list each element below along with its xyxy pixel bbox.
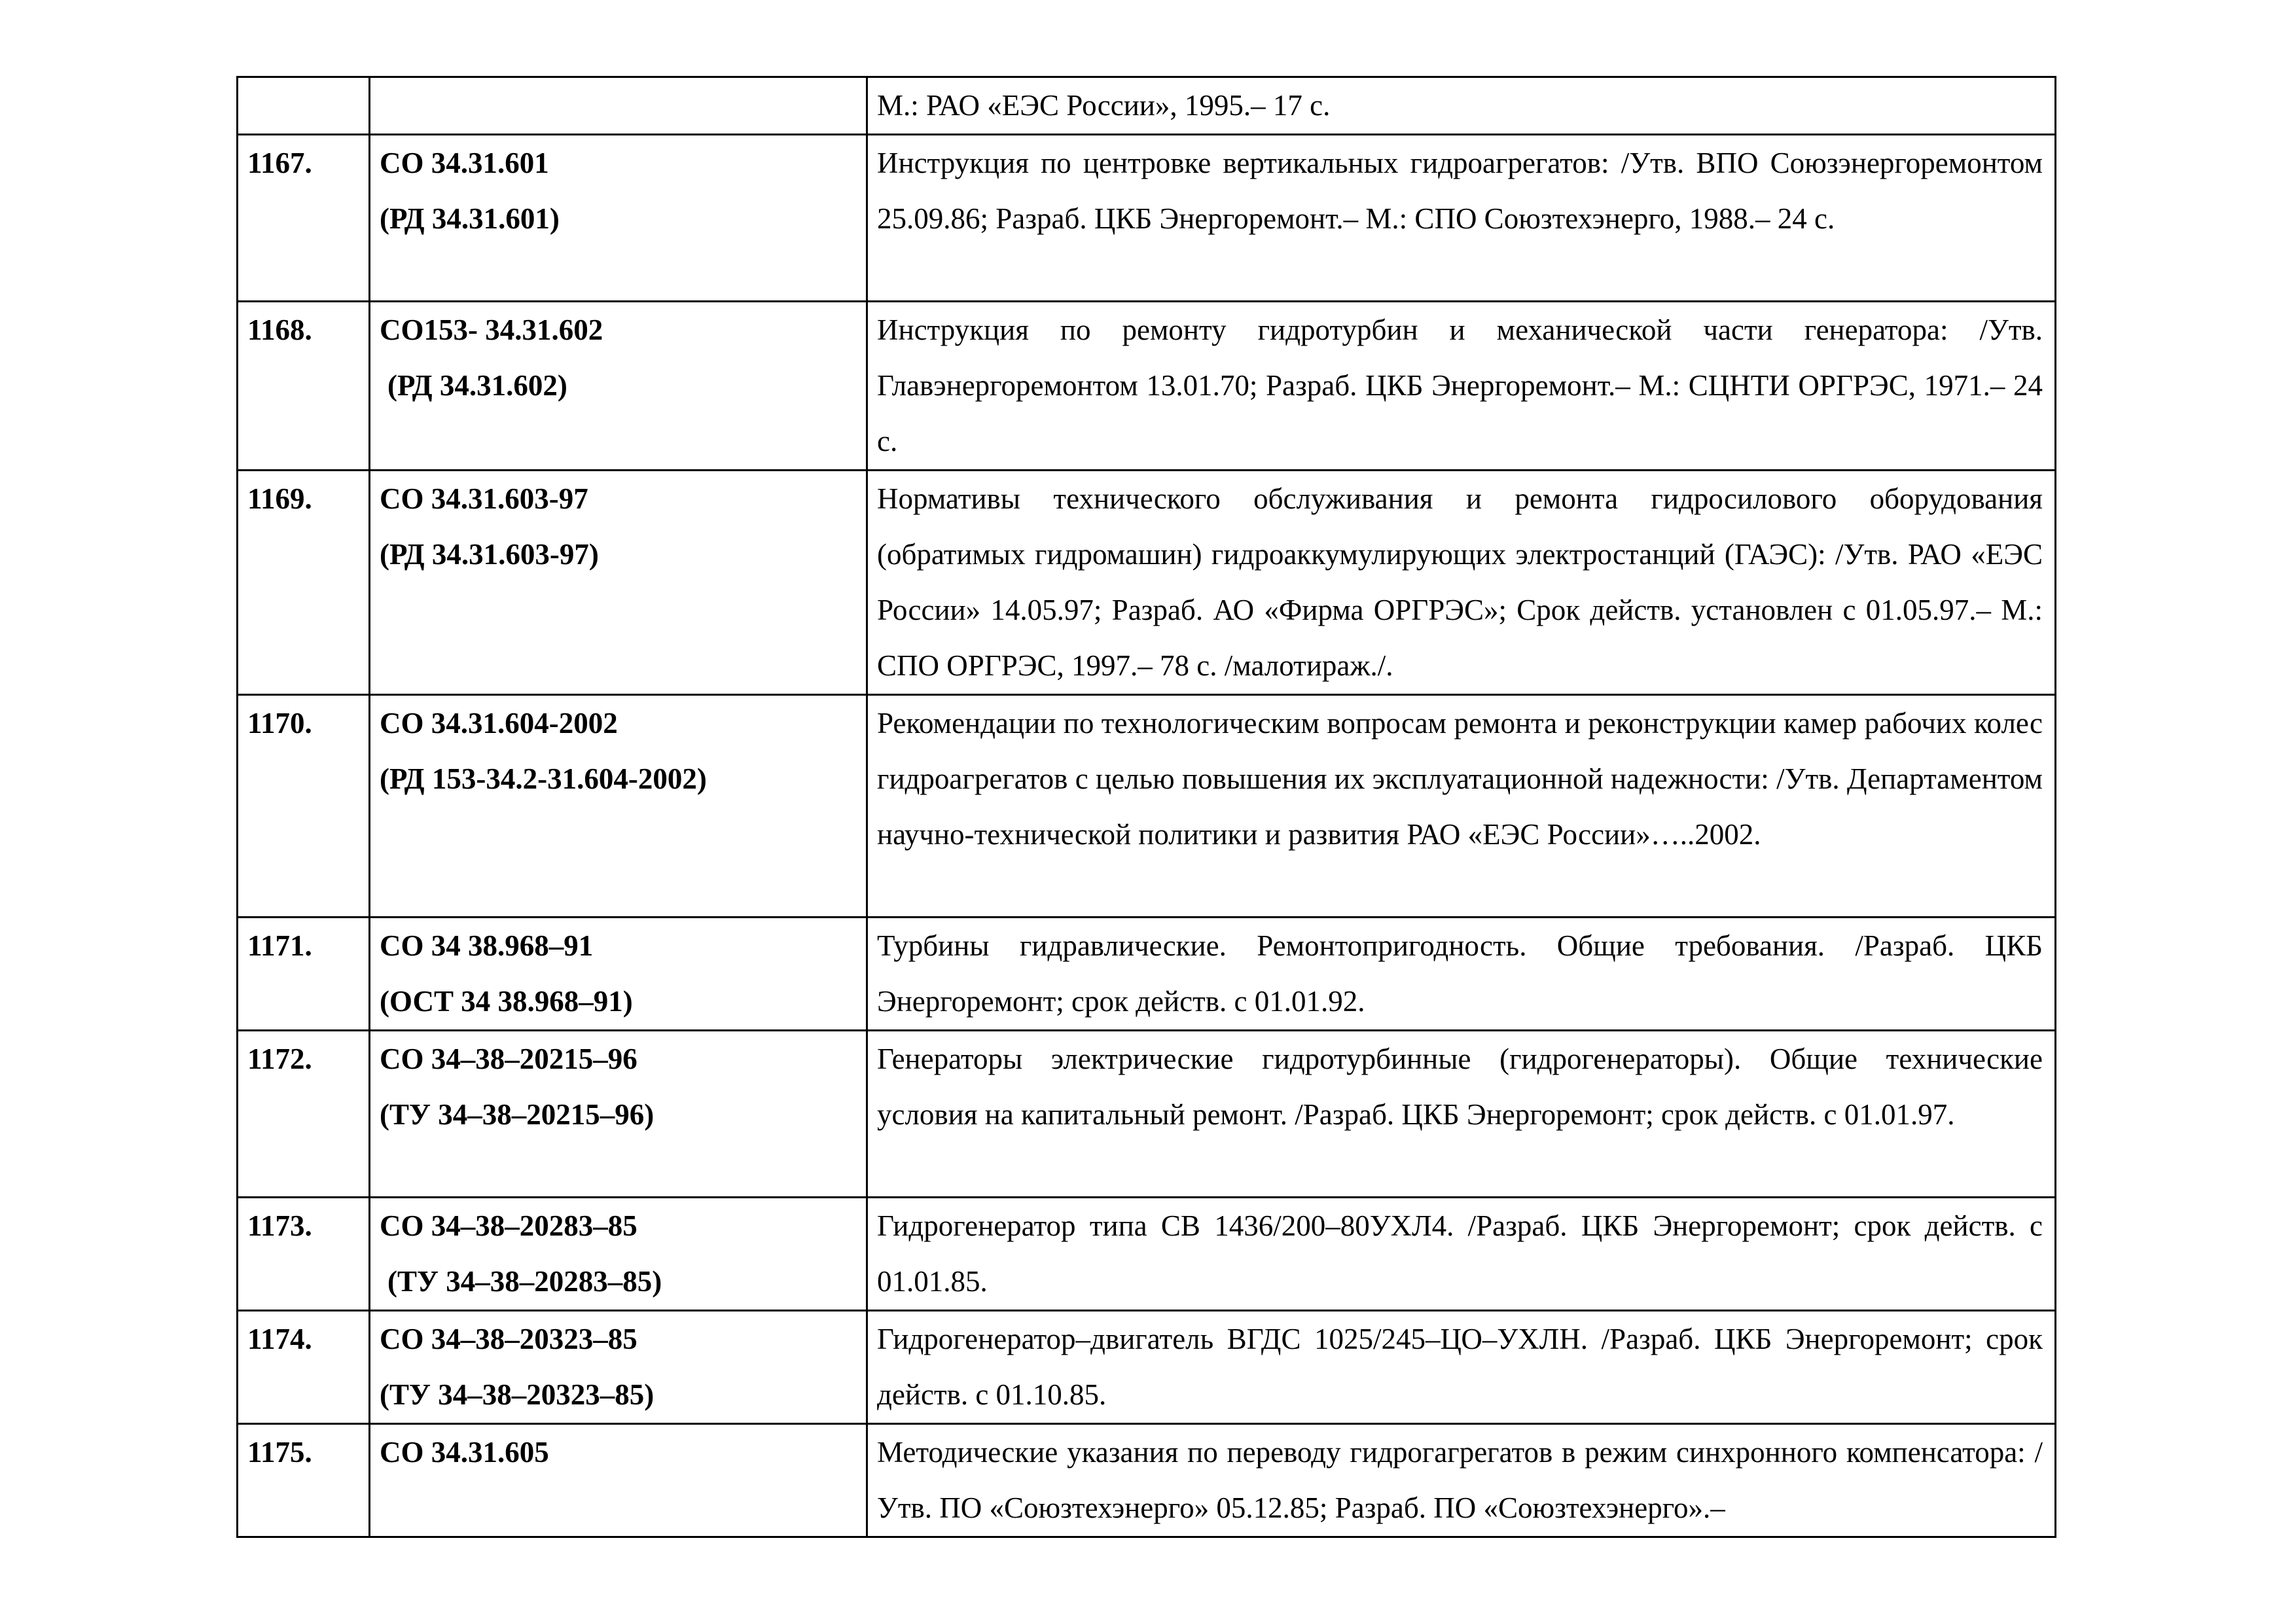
document-description: Гидрогенератор типа СВ 1436/200–80УХЛ4. /Разраб. ЦКБ Энергоремонт; срок действ. с 01.01.85. xyxy=(867,1198,2056,1311)
table-row xyxy=(238,302,2056,471)
document-description: Рекомендации по технологическим вопросам ремонта и реконструкции камер рабочих колес гидроагрегатов с целью повышения их эксплуатационной надежности: /Утв. Департаментом научно-технической политики и развития РАО «ЕЭС России»…..2002. xyxy=(867,695,2056,918)
entry-number: 1168. xyxy=(238,302,370,471)
document-code-former: (РД 34.31.601) xyxy=(380,202,560,235)
entry-number: 1171. xyxy=(238,918,370,1031)
table-row xyxy=(238,135,2056,302)
document-code xyxy=(370,695,867,918)
document-code xyxy=(370,1031,867,1198)
table-row xyxy=(238,1424,2056,1537)
table-row xyxy=(238,695,2056,918)
document-code-current: СО 34 38.968–91 xyxy=(380,929,594,962)
entry-number xyxy=(238,77,370,135)
document-code-current: СО153- 34.31.602 xyxy=(380,313,603,346)
table-row xyxy=(238,1031,2056,1198)
document-description: Гидрогенератор–двигатель ВГДС 1025/245–ЦО–УХЛН. /Разраб. ЦКБ Энергоремонт; срок действ. с 01.10.85. xyxy=(867,1311,2056,1424)
entry-number: 1167. xyxy=(238,135,370,302)
document-code xyxy=(370,918,867,1031)
document-code xyxy=(370,1198,867,1311)
table-row xyxy=(238,918,2056,1031)
document-code-former: (РД 34.31.603-97) xyxy=(380,538,599,571)
document-code xyxy=(370,1424,867,1537)
entry-number: 1169. xyxy=(238,471,370,695)
document-code-current: СО 34–38–20283–85 xyxy=(380,1209,637,1242)
document-code-current: СО 34.31.603-97 xyxy=(380,482,588,515)
entry-number: 1175. xyxy=(238,1424,370,1537)
document-code-current: СО 34.31.601 xyxy=(380,147,549,179)
document-code-current: СО 34.31.605 xyxy=(380,1436,549,1469)
document-code-former: (ТУ 34–38–20323–85) xyxy=(380,1378,655,1411)
table-row xyxy=(238,77,2056,135)
table-row xyxy=(238,471,2056,695)
entry-number: 1174. xyxy=(238,1311,370,1424)
document-description: М.: РАО «ЕЭС России», 1995.– 17 с. xyxy=(867,77,2056,135)
document-code-former: (РД 153-34.2-31.604-2002) xyxy=(380,762,707,795)
document-description: Методические указания по переводу гидрогагрегатов в режим синхронного компенсатора: /Утв. ПО «Союзтехэнерго» 05.12.85; Разраб. ПО «Союзтехэнерго».– xyxy=(867,1424,2056,1537)
entry-number: 1170. xyxy=(238,695,370,918)
document-code-former: (ТУ 34–38–20215–96) xyxy=(380,1098,655,1131)
entry-number: 1172. xyxy=(238,1031,370,1198)
document-code xyxy=(370,1311,867,1424)
document-code xyxy=(370,135,867,302)
document-code xyxy=(370,302,867,471)
entry-number: 1173. xyxy=(238,1198,370,1311)
document-description: Инструкция по центровке вертикальных гидроагрегатов: /Утв. ВПО Союзэнергоремонтом 25.09.86; Разраб. ЦКБ Энергоремонт.– М.: СПО Союзтехэнерго, 1988.– 24 с. xyxy=(867,135,2056,302)
document-description: Турбины гидравлические. Ремонтопригодность. Общие требования. /Разраб. ЦКБ Энергоремонт; срок действ. с 01.01.92. xyxy=(867,918,2056,1031)
document-code-current: СО 34–38–20215–96 xyxy=(380,1043,637,1075)
document-code xyxy=(370,471,867,695)
document-description: Генераторы электрические гидротурбинные (гидрогенераторы). Общие технические условия на капитальный ремонт. /Разраб. ЦКБ Энергоремонт; срок действ. с 01.01.97. xyxy=(867,1031,2056,1198)
document-description: Инструкция по ремонту гидротурбин и механической части генератора: /Утв. Главэнергоремонтом 13.01.70; Разраб. ЦКБ Энергоремонт.– М.: СЦНТИ ОРГРЭС, 1971.– 24 с. xyxy=(867,302,2056,471)
document-code-former: (ТУ 34–38–20283–85) xyxy=(387,1265,662,1298)
document-description: Нормативы технического обслуживания и ремонта гидросилового оборудования (обратимых гидромашин) гидроаккумулирующих электростанций (ГАЭС): /Утв. РАО «ЕЭС России» 14.05.97; Разраб. АО «Фирма ОРГРЭС»; Срок действ. установлен с 01.05.97.– М.: СПО ОРГРЭС, 1997.– 78 с. /малотираж./. xyxy=(867,471,2056,695)
table-row xyxy=(238,1311,2056,1424)
document-code-current: СО 34.31.604-2002 xyxy=(380,707,618,740)
document-table xyxy=(236,76,2056,1538)
table-row xyxy=(238,1198,2056,1311)
document-code-former: (РД 34.31.602) xyxy=(387,369,567,402)
document-code-current: СО 34–38–20323–85 xyxy=(380,1323,637,1355)
document-code xyxy=(370,77,867,135)
document-code-former: (ОСТ 34 38.968–91) xyxy=(380,985,633,1018)
